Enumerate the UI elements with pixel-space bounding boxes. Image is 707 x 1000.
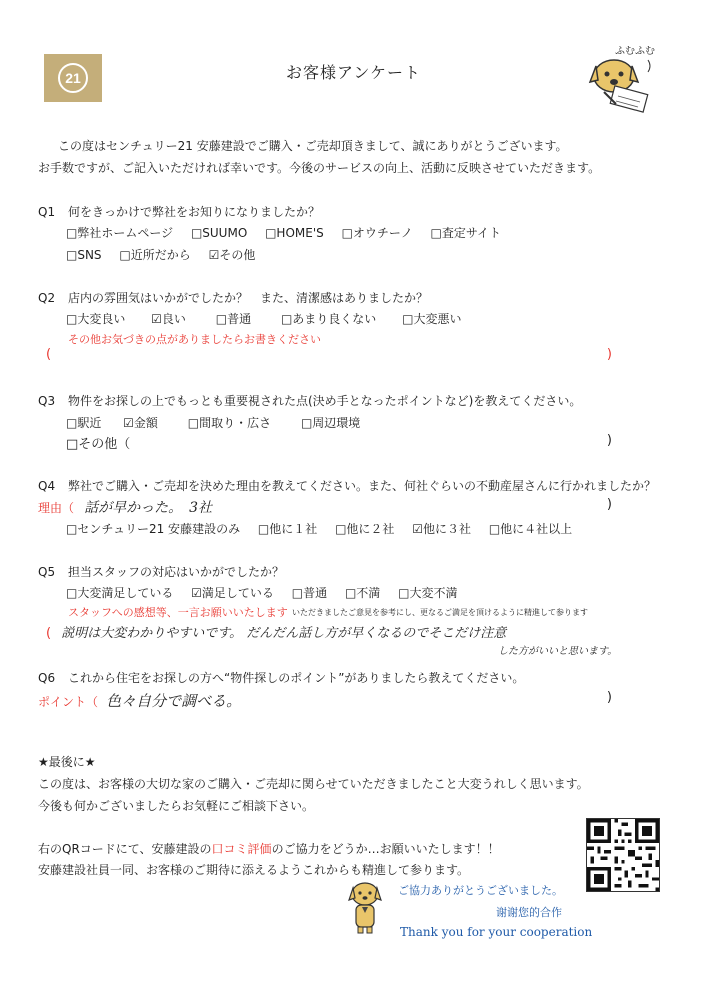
q3-number: Q3	[38, 394, 56, 408]
q3-question	[38, 392, 581, 409]
q2-open-bracket: (	[46, 347, 52, 362]
q3-close-bracket: )	[606, 433, 612, 448]
q2-option-good[interactable]: ☑良い	[151, 312, 186, 326]
q1-options-row1	[66, 224, 515, 241]
q6-close-bracket: )	[606, 690, 612, 705]
q1-question	[38, 203, 320, 220]
q4-text: 弊社でご購入・ご売却を決めた理由を教えてください。また、何社ぐらいの不動産屋さんに行かれましたか？	[68, 479, 657, 493]
page-title: お客様アンケート	[285, 63, 422, 82]
q6-point-field[interactable]	[38, 690, 612, 711]
q6-number: Q6	[38, 671, 56, 685]
qr-code-icon[interactable]	[586, 818, 660, 892]
q2-options	[66, 310, 475, 327]
q6-question	[38, 669, 524, 686]
q3-option-layout[interactable]: □間取り・広さ	[187, 416, 272, 430]
q2-option-normal[interactable]: □普通	[215, 312, 252, 326]
q5-number: Q5	[38, 565, 56, 579]
closing-line-1: この度は、お客様の大切な家のご購入・ご売却に関らせていただきましたこと大変うれしく思います。	[38, 777, 589, 791]
thanks-japanese: ご協力ありがとうございました。	[398, 884, 563, 897]
q1-text: 何をきっかけで弊社をお知りになりましたか？	[68, 205, 321, 219]
q5-comment-field[interactable]	[46, 622, 506, 641]
q4-reason-label: 理由（	[38, 501, 75, 515]
mascot-dog-writing-icon	[582, 52, 662, 114]
q5-option-normal[interactable]: □普通	[291, 586, 328, 600]
q3-option-price[interactable]: ☑金額	[123, 416, 158, 430]
closing-qr-line	[38, 840, 500, 857]
thanks-chinese: 谢谢您的合作	[496, 906, 562, 919]
q1-option-ouchino[interactable]: □オウチーノ	[341, 226, 413, 240]
qr-line-review[interactable]: 口コミ評価	[211, 842, 272, 856]
q2-number: Q2	[38, 291, 56, 305]
q4-options	[66, 520, 586, 537]
q4-reason-answer: 話が早かった。 3社	[84, 500, 213, 516]
q4-question	[38, 477, 656, 494]
q2-option-very-good[interactable]: □大変良い	[66, 312, 126, 326]
q1-option-suumo[interactable]: □SUUMO	[190, 226, 248, 240]
intro-line-2: お手数ですが、ご記入いただければ幸いです。今後のサービスの向上、活動に反映させていただきます。	[38, 161, 601, 175]
intro-line-1: この度はセンチュリー21 安藤建設でご購入・ご売却頂きまして、誠にありがとうございます。	[58, 139, 568, 153]
q2-note: その他お気づきの点がありましたらお書きください	[68, 333, 321, 346]
q1-option-sns[interactable]: □SNS	[66, 248, 102, 262]
closing-line-2: 今後も何かございましたらお気軽にご相談下さい。	[38, 799, 315, 813]
closing-line-4: 安藤建設社員一同、お客様のご期待に添えるようこれからも精進して参ります。	[38, 863, 470, 877]
q5-question	[38, 563, 284, 580]
q3-option-station[interactable]: □駅近	[66, 416, 102, 430]
q5-answer: 説明は大変わかりやすいです。 だんだん話し方が早くなるのでそこだけ注意	[61, 626, 507, 641]
qr-line-post: のご協力をどうか…お願いいたします！！	[271, 842, 500, 856]
closing-heading: ★最後に★	[38, 755, 96, 769]
q5-note-small: いただきましたご意見を参考にし、更なるご満足を頂けるように精進して参ります	[292, 608, 588, 617]
mascot-dog-icon	[344, 880, 386, 936]
q2-option-not-good[interactable]: □あまり良くない	[280, 312, 377, 326]
q5-option-satisfied[interactable]: ☑満足している	[191, 586, 274, 600]
q2-close-bracket: )	[606, 347, 612, 362]
q1-option-neighborhood[interactable]: □近所だから	[119, 248, 191, 262]
q4-number: Q4	[38, 479, 56, 493]
q5-option-very-satisfied[interactable]: □大変満足している	[66, 586, 174, 600]
q2-option-very-bad[interactable]: □大変悪い	[402, 312, 462, 326]
q4-option-four-plus[interactable]: □他に４社以上	[488, 522, 573, 536]
q5-options	[66, 584, 471, 601]
q4-option-only-us[interactable]: □センチュリー21 安藤建設のみ	[66, 522, 241, 536]
q4-option-one-other[interactable]: □他に１社	[257, 522, 318, 536]
q4-close-bracket: )	[606, 497, 612, 512]
q3-option-environment[interactable]: □周辺環境	[300, 416, 361, 430]
q3-options	[66, 414, 374, 431]
q3-other-field[interactable]	[66, 433, 612, 452]
q5-option-very-unsatisfied[interactable]: □大変不満	[398, 586, 458, 600]
q1-option-other[interactable]: ☑その他	[208, 248, 256, 262]
q1-number: Q1	[38, 205, 56, 219]
q2-question	[38, 289, 428, 306]
q4-option-three-others[interactable]: ☑他に３社	[412, 522, 472, 536]
q5-text: 担当スタッフの対応はいかがでしたか？	[68, 565, 285, 579]
q5-answer-continued: した方がいいと思います。	[498, 646, 618, 657]
q6-point-label: ポイント（	[38, 695, 99, 709]
q5-open-bracket: (	[46, 626, 52, 641]
q3-other-label: □その他（	[66, 437, 131, 452]
q5-note: スタッフへの感想等、一言お願いいたします	[68, 606, 288, 619]
q3-text: 物件をお探しの上でもっとも重要視された点(決め手となったポイントなど)を教えてください。	[68, 394, 582, 408]
q6-answer: 色々自分で調べる。	[106, 692, 242, 710]
logo-mark: 21	[58, 63, 88, 93]
q1-option-satei[interactable]: □査定サイト	[430, 226, 502, 240]
mascot-caption: ふむふむ	[615, 46, 655, 57]
thanks-english: Thank you for your cooperation	[400, 925, 593, 939]
q4-reason-field[interactable]	[38, 497, 612, 517]
q6-text: これから住宅をお探しの方へ“物件探しのポイント”がありましたら教えてください。	[68, 671, 525, 685]
q1-option-website[interactable]: □弊社ホームページ	[66, 226, 174, 240]
q2-comment-field[interactable]	[46, 347, 612, 362]
q5-option-unsatisfied[interactable]: □不満	[344, 586, 381, 600]
q1-options-row2	[66, 246, 269, 263]
q4-option-two-others[interactable]: □他に２社	[335, 522, 395, 536]
q1-option-homes[interactable]: □HOME'S	[265, 226, 324, 240]
qr-line-pre: 右のQRコードにて、安藤建設の	[38, 842, 212, 856]
q2-text: 店内の雰囲気はいかがでしたか？ また、清潔感はありましたか？	[68, 291, 429, 305]
